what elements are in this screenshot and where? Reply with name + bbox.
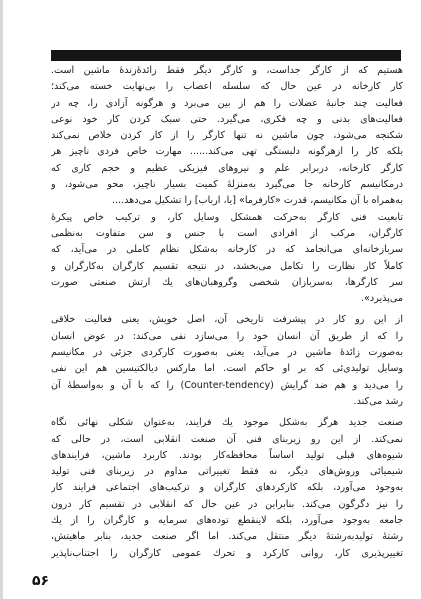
text-line: وسایل تولیدی‌ئی که بر او حاکم است. اما مارکس دیالکتیسین هم این نفی <box>51 363 403 375</box>
text-line: به‌صورت زائدۀ ماشین در می‌آید، یعنی به‌صورت کارکردی جزئی در مکانیسم <box>51 347 403 359</box>
paragraph <box>51 312 403 410</box>
paragraph <box>51 415 403 562</box>
text-line: کار کارخانه در عین حال که سلسله اعصاب را بی‌نهایت خسته می‌کند؛ <box>51 81 403 93</box>
text-line: فعالیت‌های بدنی و چه فکری، می‌گیرد. حتی سبک کردن کار خود نوعی <box>51 113 403 125</box>
text-line: تابعیت فنی کارگر به‌حرکت همشکل وسایل کار، و ترکیب خاص پیکرۀ <box>51 211 403 223</box>
text-line: رشتۀ تولیدبه‌رشتۀ دیگر منتقل می‌کند. اما اگر صنعت جدید، بنابر ماهیتش، <box>51 531 403 543</box>
text-line: شکنجه می‌شود، چون ماشین نه تنها کارگر را از کار کردن خلاص نمی‌کند <box>51 130 403 142</box>
body-text <box>51 63 403 573</box>
text-line: را می‌دید و هم ضد گرایش (Counter-tendency) را که با آن و به‌واسطۀ آن <box>51 379 403 391</box>
text-line: درمکانیسم کارخانه جا می‌گیرد به‌منزلۀ کمیت بسیار ناچیز، محو می‌شود، و <box>51 179 403 191</box>
paragraph <box>51 210 403 308</box>
text-line: کاملاً کار نظارت را تکامل می‌بخشد، در نتیجه تقسیم کارگران به‌کارگران و <box>51 260 403 272</box>
text-line: شیمیائی وروش‌های دیگر، نه فقط تغییراتی مداوم در زیربنای فنی تولید <box>51 466 403 478</box>
text-line: سر کارگرها، به‌سربازان شخصی وگروهبان‌های یك ارتش صنعتی صورت <box>51 276 403 288</box>
header-black-bar <box>51 50 401 61</box>
text-line: جامعه به‌وجود می‌آورد، بلکه لاینقطع توده‌های سرمایه و کارگران را از یك <box>51 515 403 527</box>
text-line: به‌همراه با آن مکانیسم، قدرت «کارفرما» [یا، ارباب] را تشکیل می‌دهد.... <box>111 195 403 207</box>
page-left-edge <box>0 0 3 599</box>
text-line: به‌وجود می‌آورد، بلکه کارکردهای کارگران و ترکیب‌های اجتماعی فرایند کار <box>51 482 403 494</box>
text-line: بلکه کار را ازهرگونه دلبستگی تهی می‌کند...... مهارت خاص فردی ناچیز هر <box>51 146 403 158</box>
text-line: صنعت جدید هرگز به‌شکل موجود یك فرایند، به‌عنوان شکلی نهائی نگاه <box>51 417 403 429</box>
text-line: کارگران، مرکب از افرادی است با جنس و سن متفاوت به‌نظمی <box>51 227 403 239</box>
text-line: نمی‌کند. از این رو زیربنای فنی آن صنعت انقلابی است، در حالی که <box>51 433 403 445</box>
text-line: تغییرپذیری کار، روانی کارکرد و تحرك عمومی کارگران را اجتناب‌ناپذیر <box>51 547 403 559</box>
text-line: فعالیت چند جانبۀ عضلات را هم از بین می‌برد و هرگونه آزادی را، چه در <box>51 97 403 109</box>
text-line: می‌پذیرد». <box>361 293 403 305</box>
text-line: سربازخانه‌ای می‌انجامد که در کارخانه به‌شکل نظام کاملی در می‌آید، که <box>51 244 403 256</box>
paragraph <box>51 63 403 210</box>
text-line: کارگر کارخانه، دربرابر علم و نیروهای فیزیکی عظیم و حجم کاری که <box>51 162 403 174</box>
text-line: شیوه‌های قبلی تولید اساساً محافظه‌کار بودند. کاربرد ماشین، فرایندهای <box>51 449 403 461</box>
text-line: هستیم که از کارگر جداست، و کارگر دیگر فقط زائدۀزندۀ ماشین است. <box>51 65 403 76</box>
text-line: از این رو کار در پیشرفت تاریخی آن، اصل خویش، یعنی فعالیت خلاقی <box>51 314 403 326</box>
text-line: را نیز دگرگون می‌کند. بنابراین در عین حال که انقلابی در تقسیم کار درون <box>51 498 403 510</box>
page-number: ۵۶ <box>32 573 50 589</box>
text-line: رشد می‌کند. <box>353 395 403 407</box>
text-line: را که از طریق آن انسان خود را می‌سازد نفی می‌کند: در عوض انسان <box>51 330 403 342</box>
